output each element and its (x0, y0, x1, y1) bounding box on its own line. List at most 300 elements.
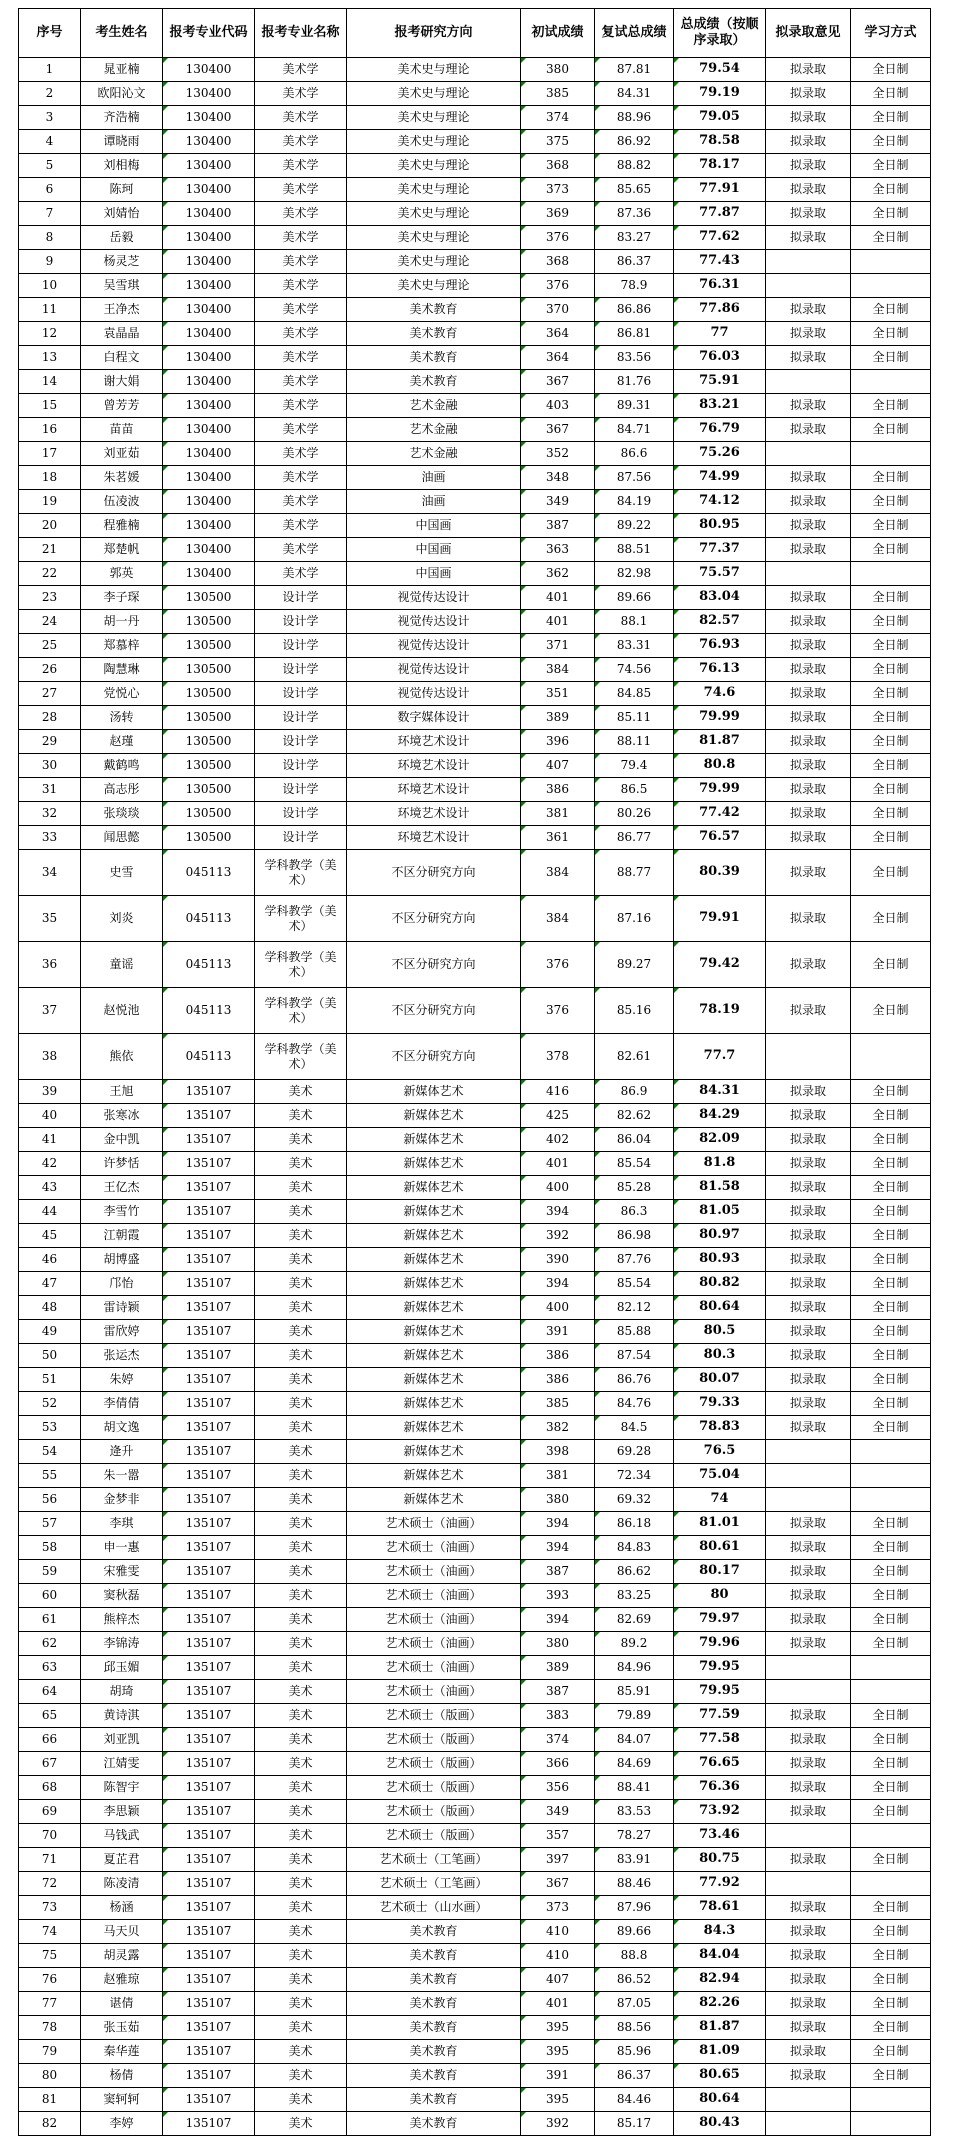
cell-total-score: 80.64 (674, 1296, 766, 1320)
cell-study-mode (851, 1034, 931, 1080)
cell-total-score: 79.19 (674, 82, 766, 106)
cell-admission-opinion: 拟录取 (766, 682, 851, 706)
cell-initial-score: 349 (521, 490, 595, 514)
cell-major-name: 美术学 (255, 466, 347, 490)
cell-retest-score: 87.96 (595, 1896, 674, 1920)
cell-serial-number: 47 (19, 1272, 81, 1296)
cell-initial-score: 383 (521, 1704, 595, 1728)
cell-retest-score: 88.8 (595, 1944, 674, 1968)
cell-research-direction: 美术教育 (347, 2112, 521, 2136)
cell-research-direction: 艺术金融 (347, 418, 521, 442)
cell-major-code: 130400 (163, 394, 255, 418)
cell-major-name: 美术 (255, 1296, 347, 1320)
cell-major-code: 135107 (163, 1152, 255, 1176)
cell-total-score: 84.31 (674, 1080, 766, 1104)
cell-retest-score: 86.9 (595, 1080, 674, 1104)
cell-admission-opinion: 拟录取 (766, 826, 851, 850)
cell-initial-score: 410 (521, 1944, 595, 1968)
cell-major-name: 美术 (255, 2040, 347, 2064)
cell-retest-score: 86.37 (595, 250, 674, 274)
cell-major-code: 130500 (163, 706, 255, 730)
cell-total-score: 80.75 (674, 1848, 766, 1872)
cell-candidate-name: 熊依 (81, 1034, 163, 1080)
cell-major-name: 美术学 (255, 226, 347, 250)
cell-candidate-name: 陈智宇 (81, 1776, 163, 1800)
cell-total-score: 80.07 (674, 1368, 766, 1392)
cell-research-direction: 油画 (347, 490, 521, 514)
cell-initial-score: 390 (521, 1248, 595, 1272)
cell-candidate-name: 李琪 (81, 1512, 163, 1536)
cell-admission-opinion: 拟录取 (766, 1776, 851, 1800)
cell-candidate-name: 张琰琰 (81, 802, 163, 826)
cell-major-name: 美术学 (255, 418, 347, 442)
cell-research-direction: 新媒体艺术 (347, 1392, 521, 1416)
cell-research-direction: 美术史与理论 (347, 274, 521, 298)
cell-serial-number: 12 (19, 322, 81, 346)
cell-major-name: 美术 (255, 1392, 347, 1416)
cell-study-mode: 全日制 (851, 1584, 931, 1608)
cell-retest-score: 84.69 (595, 1752, 674, 1776)
cell-study-mode (851, 1872, 931, 1896)
cell-retest-score: 87.16 (595, 896, 674, 942)
cell-research-direction: 美术史与理论 (347, 82, 521, 106)
cell-total-score: 80.64 (674, 2088, 766, 2112)
cell-study-mode: 全日制 (851, 1176, 931, 1200)
cell-initial-score: 371 (521, 634, 595, 658)
cell-total-score: 76.5 (674, 1440, 766, 1464)
cell-initial-score: 391 (521, 2064, 595, 2088)
cell-major-name: 学科教学（美术） (255, 988, 347, 1034)
cell-initial-score: 397 (521, 1848, 595, 1872)
cell-major-name: 美术 (255, 1560, 347, 1584)
cell-research-direction: 新媒体艺术 (347, 1176, 521, 1200)
cell-candidate-name: 江婧雯 (81, 1752, 163, 1776)
cell-research-direction: 美术教育 (347, 1968, 521, 1992)
cell-major-name: 美术学 (255, 82, 347, 106)
cell-retest-score: 84.07 (595, 1728, 674, 1752)
cell-major-name: 美术学 (255, 538, 347, 562)
cell-admission-opinion: 拟录取 (766, 1416, 851, 1440)
cell-research-direction: 艺术硕士（版画） (347, 1752, 521, 1776)
cell-admission-opinion (766, 1680, 851, 1704)
cell-total-score: 77.92 (674, 1872, 766, 1896)
cell-major-name: 设计学 (255, 778, 347, 802)
cell-major-code: 130400 (163, 82, 255, 106)
cell-serial-number: 69 (19, 1800, 81, 1824)
cell-study-mode: 全日制 (851, 1104, 931, 1128)
table-row (19, 1896, 931, 1920)
cell-total-score: 74.6 (674, 682, 766, 706)
cell-study-mode (851, 250, 931, 274)
cell-research-direction: 不区分研究方向 (347, 942, 521, 988)
table-row (19, 1392, 931, 1416)
cell-major-name: 美术 (255, 1608, 347, 1632)
cell-admission-opinion: 拟录取 (766, 82, 851, 106)
cell-total-score: 81.87 (674, 730, 766, 754)
cell-candidate-name: 袁晶晶 (81, 322, 163, 346)
cell-admission-opinion: 拟录取 (766, 1920, 851, 1944)
cell-major-code: 135107 (163, 1512, 255, 1536)
cell-candidate-name: 朱婷 (81, 1368, 163, 1392)
cell-total-score: 78.83 (674, 1416, 766, 1440)
table-body (19, 58, 931, 2136)
cell-admission-opinion (766, 1464, 851, 1488)
cell-initial-score: 376 (521, 226, 595, 250)
cell-research-direction: 油画 (347, 466, 521, 490)
cell-study-mode: 全日制 (851, 1632, 931, 1656)
cell-study-mode: 全日制 (851, 106, 931, 130)
cell-candidate-name: 李子琛 (81, 586, 163, 610)
cell-serial-number: 15 (19, 394, 81, 418)
cell-study-mode: 全日制 (851, 178, 931, 202)
cell-candidate-name: 刘婧怡 (81, 202, 163, 226)
header-research-direction: 报考研究方向 (347, 9, 521, 58)
cell-admission-opinion: 拟录取 (766, 1608, 851, 1632)
cell-research-direction: 新媒体艺术 (347, 1128, 521, 1152)
cell-initial-score: 368 (521, 250, 595, 274)
table-row (19, 1272, 931, 1296)
cell-serial-number: 37 (19, 988, 81, 1034)
cell-total-score: 79.97 (674, 1608, 766, 1632)
cell-initial-score: 387 (521, 514, 595, 538)
cell-study-mode: 全日制 (851, 1296, 931, 1320)
cell-total-score: 80.3 (674, 1344, 766, 1368)
cell-initial-score: 389 (521, 706, 595, 730)
cell-initial-score: 394 (521, 1272, 595, 1296)
cell-total-score: 81.09 (674, 2040, 766, 2064)
cell-retest-score: 86.04 (595, 1128, 674, 1152)
cell-study-mode: 全日制 (851, 1080, 931, 1104)
cell-admission-opinion: 拟录取 (766, 634, 851, 658)
cell-initial-score: 381 (521, 1464, 595, 1488)
cell-serial-number: 19 (19, 490, 81, 514)
cell-retest-score: 69.32 (595, 1488, 674, 1512)
cell-major-code: 130400 (163, 490, 255, 514)
cell-research-direction: 视觉传达设计 (347, 682, 521, 706)
cell-initial-score: 396 (521, 730, 595, 754)
cell-study-mode: 全日制 (851, 1944, 931, 1968)
table-row (19, 322, 931, 346)
cell-retest-score: 86.92 (595, 130, 674, 154)
cell-major-code: 135107 (163, 1176, 255, 1200)
cell-candidate-name: 胡一丹 (81, 610, 163, 634)
cell-major-code: 130400 (163, 442, 255, 466)
cell-study-mode: 全日制 (851, 1200, 931, 1224)
cell-candidate-name: 高志彤 (81, 778, 163, 802)
cell-major-name: 美术 (255, 1968, 347, 1992)
cell-serial-number: 57 (19, 1512, 81, 1536)
cell-admission-opinion: 拟录取 (766, 1728, 851, 1752)
cell-serial-number: 30 (19, 754, 81, 778)
cell-retest-score: 72.34 (595, 1464, 674, 1488)
cell-research-direction: 新媒体艺术 (347, 1200, 521, 1224)
cell-research-direction: 不区分研究方向 (347, 896, 521, 942)
cell-candidate-name: 朱茗媛 (81, 466, 163, 490)
cell-retest-score: 79.4 (595, 754, 674, 778)
cell-total-score: 78.58 (674, 130, 766, 154)
cell-serial-number: 70 (19, 1824, 81, 1848)
cell-candidate-name: 王旭 (81, 1080, 163, 1104)
cell-research-direction: 中国画 (347, 514, 521, 538)
table-row (19, 1752, 931, 1776)
cell-candidate-name: 窦秋磊 (81, 1584, 163, 1608)
cell-serial-number: 35 (19, 896, 81, 942)
cell-study-mode: 全日制 (851, 1848, 931, 1872)
cell-research-direction: 美术教育 (347, 2064, 521, 2088)
cell-major-name: 美术 (255, 2064, 347, 2088)
cell-total-score: 76.93 (674, 634, 766, 658)
cell-retest-score: 88.11 (595, 730, 674, 754)
table-row (19, 1248, 931, 1272)
cell-major-name: 美术 (255, 2112, 347, 2136)
cell-candidate-name: 王亿杰 (81, 1176, 163, 1200)
cell-major-code: 135107 (163, 1896, 255, 1920)
cell-retest-score: 83.91 (595, 1848, 674, 1872)
cell-admission-opinion: 拟录取 (766, 298, 851, 322)
cell-major-name: 美术 (255, 1512, 347, 1536)
table-row (19, 2064, 931, 2088)
cell-major-name: 美术 (255, 1416, 347, 1440)
cell-initial-score: 375 (521, 130, 595, 154)
cell-retest-score: 88.51 (595, 538, 674, 562)
cell-study-mode: 全日制 (851, 514, 931, 538)
cell-initial-score: 385 (521, 82, 595, 106)
cell-retest-score: 79.89 (595, 1704, 674, 1728)
cell-total-score: 79.33 (674, 1392, 766, 1416)
cell-initial-score: 367 (521, 418, 595, 442)
cell-research-direction: 艺术硕士（版画） (347, 1704, 521, 1728)
cell-major-code: 130500 (163, 634, 255, 658)
table-row (19, 1992, 931, 2016)
cell-research-direction: 美术史与理论 (347, 178, 521, 202)
cell-research-direction: 视觉传达设计 (347, 634, 521, 658)
cell-research-direction: 艺术硕士（油画） (347, 1536, 521, 1560)
cell-retest-score: 84.19 (595, 490, 674, 514)
cell-total-score: 76.36 (674, 1776, 766, 1800)
cell-admission-opinion: 拟录取 (766, 1248, 851, 1272)
cell-total-score: 80.61 (674, 1536, 766, 1560)
cell-candidate-name: 张玉茹 (81, 2016, 163, 2040)
cell-initial-score: 395 (521, 2088, 595, 2112)
cell-admission-opinion: 拟录取 (766, 130, 851, 154)
cell-initial-score: 382 (521, 1416, 595, 1440)
cell-major-code: 130400 (163, 106, 255, 130)
cell-study-mode: 全日制 (851, 1128, 931, 1152)
cell-retest-score: 89.27 (595, 942, 674, 988)
cell-serial-number: 71 (19, 1848, 81, 1872)
cell-serial-number: 9 (19, 250, 81, 274)
table-row (19, 850, 931, 896)
cell-total-score: 81.58 (674, 1176, 766, 1200)
cell-serial-number: 38 (19, 1034, 81, 1080)
cell-total-score: 80.65 (674, 2064, 766, 2088)
cell-candidate-name: 杨灵芝 (81, 250, 163, 274)
cell-major-code: 130400 (163, 466, 255, 490)
cell-admission-opinion: 拟录取 (766, 802, 851, 826)
cell-initial-score: 407 (521, 754, 595, 778)
table-row (19, 1680, 931, 1704)
header-major-code: 报考专业代码 (163, 9, 255, 58)
cell-total-score: 80.43 (674, 2112, 766, 2136)
cell-major-name: 美术学 (255, 322, 347, 346)
cell-research-direction: 艺术硕士（油画） (347, 1584, 521, 1608)
cell-serial-number: 49 (19, 1320, 81, 1344)
cell-major-code: 135107 (163, 1488, 255, 1512)
cell-major-name: 美术 (255, 1800, 347, 1824)
cell-retest-score: 87.81 (595, 58, 674, 82)
cell-major-name: 美术 (255, 1872, 347, 1896)
cell-research-direction: 艺术硕士（版画） (347, 1776, 521, 1800)
cell-major-code: 135107 (163, 1104, 255, 1128)
cell-serial-number: 67 (19, 1752, 81, 1776)
cell-major-code: 130400 (163, 370, 255, 394)
cell-admission-opinion: 拟录取 (766, 1800, 851, 1824)
table-row (19, 634, 931, 658)
cell-admission-opinion: 拟录取 (766, 850, 851, 896)
table-row (19, 586, 931, 610)
cell-major-name: 美术学 (255, 274, 347, 298)
cell-major-code: 135107 (163, 1968, 255, 1992)
cell-serial-number: 48 (19, 1296, 81, 1320)
cell-study-mode: 全日制 (851, 754, 931, 778)
cell-total-score: 76.13 (674, 658, 766, 682)
cell-major-code: 130400 (163, 250, 255, 274)
cell-admission-opinion: 拟录取 (766, 154, 851, 178)
cell-major-code: 130400 (163, 562, 255, 586)
table-row (19, 1176, 931, 1200)
cell-total-score: 83.21 (674, 394, 766, 418)
cell-study-mode (851, 442, 931, 466)
cell-admission-opinion: 拟录取 (766, 1176, 851, 1200)
cell-major-name: 美术 (255, 1200, 347, 1224)
cell-major-name: 美术学 (255, 58, 347, 82)
cell-admission-opinion (766, 2088, 851, 2112)
cell-serial-number: 22 (19, 562, 81, 586)
cell-research-direction: 美术教育 (347, 2088, 521, 2112)
cell-serial-number: 63 (19, 1656, 81, 1680)
cell-admission-opinion: 拟录取 (766, 2040, 851, 2064)
cell-retest-score: 86.3 (595, 1200, 674, 1224)
cell-initial-score: 416 (521, 1080, 595, 1104)
cell-candidate-name: 杨倩 (81, 2064, 163, 2088)
cell-candidate-name: 逄升 (81, 1440, 163, 1464)
cell-retest-score: 82.61 (595, 1034, 674, 1080)
cell-initial-score: 367 (521, 1872, 595, 1896)
cell-study-mode: 全日制 (851, 1776, 931, 1800)
cell-total-score: 79.96 (674, 1632, 766, 1656)
cell-research-direction: 艺术硕士（油画） (347, 1680, 521, 1704)
cell-initial-score: 398 (521, 1440, 595, 1464)
cell-candidate-name: 窦轲轲 (81, 2088, 163, 2112)
cell-retest-score: 88.56 (595, 2016, 674, 2040)
cell-major-code: 135107 (163, 1536, 255, 1560)
cell-serial-number: 14 (19, 370, 81, 394)
cell-candidate-name: 马钱武 (81, 1824, 163, 1848)
cell-research-direction: 艺术硕士（油画） (347, 1512, 521, 1536)
cell-admission-opinion: 拟录取 (766, 322, 851, 346)
cell-study-mode: 全日制 (851, 1704, 931, 1728)
cell-admission-opinion: 拟录取 (766, 178, 851, 202)
cell-retest-score: 86.98 (595, 1224, 674, 1248)
cell-serial-number: 18 (19, 466, 81, 490)
table-row (19, 754, 931, 778)
cell-total-score: 76.31 (674, 274, 766, 298)
cell-major-code: 135107 (163, 1224, 255, 1248)
cell-research-direction: 视觉传达设计 (347, 586, 521, 610)
cell-retest-score: 88.82 (595, 154, 674, 178)
cell-major-code: 135107 (163, 1704, 255, 1728)
cell-retest-score: 82.62 (595, 1104, 674, 1128)
table-row (19, 82, 931, 106)
cell-major-code: 135107 (163, 1944, 255, 1968)
cell-research-direction: 美术史与理论 (347, 58, 521, 82)
cell-research-direction: 新媒体艺术 (347, 1320, 521, 1344)
cell-serial-number: 33 (19, 826, 81, 850)
table-row (19, 250, 931, 274)
cell-study-mode: 全日制 (851, 2016, 931, 2040)
cell-retest-score: 88.1 (595, 610, 674, 634)
cell-admission-opinion (766, 250, 851, 274)
cell-serial-number: 44 (19, 1200, 81, 1224)
cell-candidate-name: 胡博盛 (81, 1248, 163, 1272)
cell-initial-score: 380 (521, 58, 595, 82)
table-row (19, 1368, 931, 1392)
cell-candidate-name: 李锦涛 (81, 1632, 163, 1656)
cell-admission-opinion (766, 1034, 851, 1080)
cell-major-code: 130400 (163, 538, 255, 562)
cell-major-code: 130400 (163, 418, 255, 442)
cell-major-code: 135107 (163, 1296, 255, 1320)
cell-serial-number: 6 (19, 178, 81, 202)
cell-candidate-name: 李倩倩 (81, 1392, 163, 1416)
cell-study-mode: 全日制 (851, 1248, 931, 1272)
cell-study-mode: 全日制 (851, 154, 931, 178)
cell-major-code: 130400 (163, 514, 255, 538)
cell-serial-number: 59 (19, 1560, 81, 1584)
cell-serial-number: 32 (19, 802, 81, 826)
cell-serial-number: 26 (19, 658, 81, 682)
cell-total-score: 84.29 (674, 1104, 766, 1128)
cell-research-direction: 美术教育 (347, 1992, 521, 2016)
cell-study-mode: 全日制 (851, 850, 931, 896)
table-row (19, 106, 931, 130)
cell-major-code: 130400 (163, 178, 255, 202)
cell-serial-number: 2 (19, 82, 81, 106)
cell-study-mode: 全日制 (851, 322, 931, 346)
cell-initial-score: 386 (521, 1344, 595, 1368)
cell-serial-number: 54 (19, 1440, 81, 1464)
cell-total-score: 80 (674, 1584, 766, 1608)
table-row (19, 1512, 931, 1536)
cell-retest-score: 84.85 (595, 682, 674, 706)
cell-total-score: 82.94 (674, 1968, 766, 1992)
cell-research-direction: 新媒体艺术 (347, 1248, 521, 1272)
cell-research-direction: 美术史与理论 (347, 250, 521, 274)
cell-total-score: 75.04 (674, 1464, 766, 1488)
cell-serial-number: 10 (19, 274, 81, 298)
cell-major-code: 135107 (163, 1416, 255, 1440)
cell-major-code: 135107 (163, 1584, 255, 1608)
cell-admission-opinion: 拟录取 (766, 610, 851, 634)
cell-serial-number: 4 (19, 130, 81, 154)
cell-total-score: 77.59 (674, 1704, 766, 1728)
cell-candidate-name: 郑楚帆 (81, 538, 163, 562)
cell-admission-opinion (766, 1824, 851, 1848)
table-row (19, 896, 931, 942)
table-row (19, 370, 931, 394)
cell-serial-number: 20 (19, 514, 81, 538)
cell-research-direction: 艺术硕士（油画） (347, 1608, 521, 1632)
